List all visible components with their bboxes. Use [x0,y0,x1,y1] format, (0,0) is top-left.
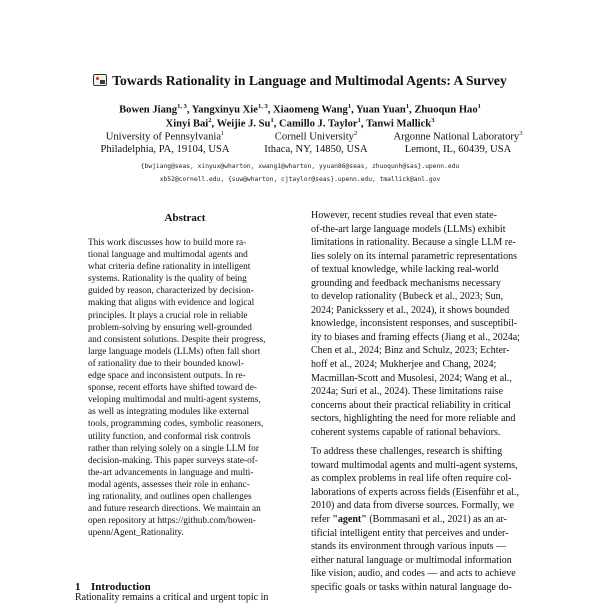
author-name: Xiaomeng Wang [273,104,348,116]
author-affiliation-mark: 1, 3 [177,103,187,110]
email-line-2: xb52@cornell.edu, {suw@wharton, cjtaylor@seas}.upenn.edu, tmallick@anl.gov [159,176,441,183]
affiliation-3: Argonne National Laboratory$^3$ [393,130,523,143]
text-line: This work discusses how to build more ra- [88,238,247,248]
text-line: 2024; Panickssery et al., 2024), it shows bounded [311,304,510,316]
text-line: rather than relying solely on a single LLM for [88,443,259,454]
text-line: hoff et al., 2024; Mukherjee and Chang, 2024; [311,359,497,371]
robot-logo-icon [93,74,107,86]
author-name: Bowen Jiang [119,104,178,116]
author-name: Yuan Yuan [356,104,406,116]
text-line: open repository at https://github.com/bowen- [88,516,256,527]
author-name: Zhuoqun Hao [414,104,478,116]
email-line-1: {bwjiang@seas, xinyux@wharton, xwang1@wharton, yyuan86@seas, zhuoqunh@sas}.upenn.edu [140,163,460,170]
text-line: and consistent solutions. Despite their progress, [88,334,266,345]
text-line: decision-making. This paper surveys state-of- [88,455,258,466]
text-line: utility function, and conformal risk controls [88,431,251,442]
text-line: specific goals or tasks within natural language do- [311,581,512,593]
text-line: of textual knowledge, while lacking real-world [311,264,499,276]
author-name: Tanwi Mallick [365,118,432,130]
section-title: Introduction [91,581,151,593]
section-number: 1 [75,581,81,593]
text-line: to develop rationality (Bubeck et al., 2023; Sun, [311,291,504,303]
text-line: of rationality due to their bounded knowl- [88,358,244,369]
text-line: Chen et al., 2024; Binz and Schulz, 2023; Echter- [311,345,510,357]
text-line: large language models (LLMs) often fall short [88,346,261,357]
affiliation-1: University of Pennsylvania$^1$ [105,130,225,143]
author-line-1: Bowen Jiang$^{1, 3}$, Yangxinyu Xie$^{1, 3}$, Xiaomeng Wang$^1$, Yuan Yuan$^1$, Zhuoqun Hao$^1$ [119,103,481,116]
text-line: making that aligns with evidence and logical [88,298,255,309]
affiliation-1-location: Philadelphia, PA, 19104, USA [100,144,230,155]
text-line: upenn/Agent_Rationality. [88,528,184,539]
text-line: sectors, highlighting the need for more reliable and [311,413,516,425]
text-line: tional language and multimodal agents and [88,250,248,261]
author-name: Yangxinyu Xie [191,104,258,116]
text-line: as well as integrating modules like external [88,407,250,418]
author-affiliation-mark: 1, 3 [257,103,268,110]
text-line: what criteria define rationality in intelligent [88,262,251,273]
author-affiliation-mark: 2 [208,117,212,124]
author-name: Camillo J. Taylor [279,118,358,130]
text-line: like vision, audio, and codes — and acts to achieve [311,568,516,580]
intro-first-line: Rationality remains a critical and urgent topic in [75,592,269,603]
paper-title-text: Towards Rationality in Language and Multimodal Agents: A Survey [112,73,507,88]
author-name: Xinyi Bai [165,118,209,130]
affiliation-2: Cornell University$^2$ [274,130,358,143]
author-affiliation-mark: 1 [405,103,410,110]
text-line: However, recent studies reveal that even state- [311,210,497,221]
text-line: knowledge, inconsistent responses, and susceptibil- [311,318,518,330]
text-line: edge space and inconsistent outputs. In re- [88,371,246,382]
text-line: 2024a; Suri et al., 2024). These limitations raise [311,386,504,398]
text-line: limitations in rationality. Because a single LLM re- [311,237,516,249]
text-line: ity to biases and framing effects (Jiang et al., 2024a; [311,331,520,343]
author-line-2: Xinyi Bai$^2$, Weijie J. Su$^1$, Camillo J. Taylor$^1$, Tanwi Mallick$^3$ [165,117,435,130]
abstract-heading: Abstract [164,212,206,224]
text-line: grounding and feedback mechanisms necessary [311,277,501,289]
affiliation-2-location: Ithaca, NY, 14850, USA [264,144,368,155]
text-line: of-the-art large language models (LLMs) exhibit [311,223,506,235]
text-line: veloping multimodal and multi-agent systems, [88,395,261,406]
text-line: refer "agent" (Bommasani et al., 2021) as an ar- [311,514,507,526]
author-affiliation-mark: 1 [357,117,361,124]
text-line: toward multimodal agents and multi-agent systems, [311,459,518,471]
text-line: lies solely on its internal parametric representations [311,250,518,262]
text-line: laborations of experts across fields (Eisenführ et al., [311,486,519,498]
text-line: the-art advancements in language and multi- [88,467,254,478]
text-line: and future research directions. We maintain an [88,504,261,515]
text-line: tificial intelligent entity that perceives and under- [311,527,509,539]
text-line: either natural language or multimodal information [311,554,512,566]
text-line: guided by reason, characterized by decision- [88,286,254,297]
author-name: Weijie J. Su [216,118,271,130]
text-line: problem-solving by ensuring well-grounded [88,322,252,333]
text-line: modal agents, assesses their role in enhanc- [88,479,250,490]
author-affiliation-mark: 3 [431,117,435,124]
right-column [311,209,533,594]
text-line: sponse, recent efforts have shifted toward de- [88,383,257,394]
abstract-body [88,237,288,539]
text-line: principles. It plays a crucial role in reliable [88,310,248,321]
text-line: tools, programming codes, symbolic reasoners, [88,419,264,430]
text-line: Macmillan-Scott and Musolesi, 2024; Wang et al., [311,372,512,384]
author-affiliation-mark: 1 [347,103,352,110]
text-line: concerns about their practical reliability in critical [311,399,511,411]
text-line: ing rationality, and outlines open challenges [88,491,252,502]
paper-title [40,73,560,89]
text-line: stands its environment through various inputs — [311,541,506,553]
text-line: 2010) and data from diverse sources. Formally, we [311,500,514,512]
text-line: To address these challenges, research is shifting [311,446,503,458]
author-affiliation-mark: 1 [477,103,481,110]
text-line: systems. Rationality is the quality of being [88,274,247,285]
text-line: coherent systems capable of rational behaviors. [311,426,501,438]
affiliation-3-location: Lemont, IL, 60439, USA [404,144,512,155]
author-affiliation-mark: 1 [270,117,274,124]
term-agent: "agent" [332,514,367,526]
text-line: as complex problems in real life often require col- [311,473,512,485]
